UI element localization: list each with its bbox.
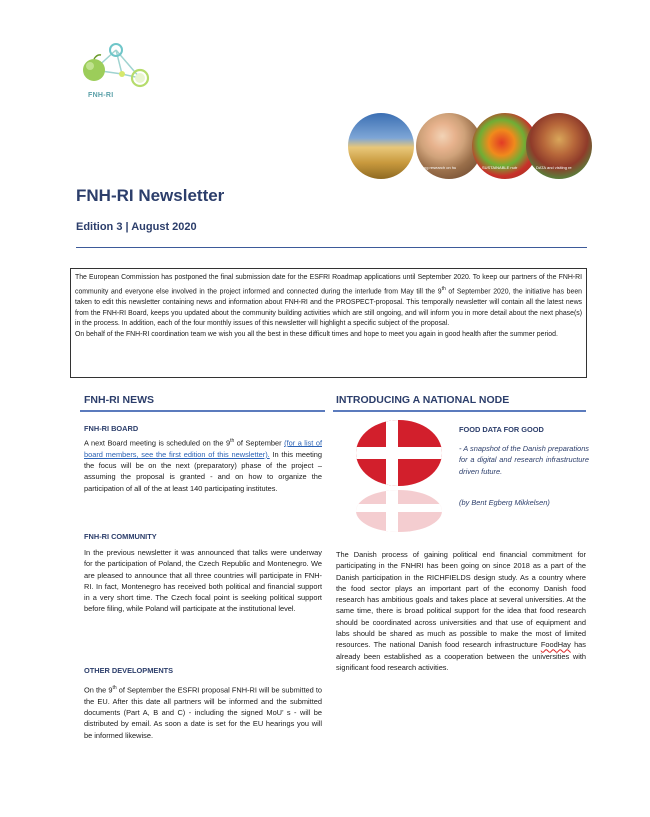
board-superscript: th xyxy=(230,438,235,444)
community-text: In the previous newsletter it was announced that talks were underway for the participation of Poland, the Czech Republic and Montenegro. We are pleased to announce that all three countries will participate in FNH-RI. In fact, Montenegro has received both political and financial support in a very short time. The Czech focal point is seeking political support before filing, while Poland will participate at the institutional level. xyxy=(84,548,322,614)
market-food-photo xyxy=(526,113,592,179)
wheat-field-photo xyxy=(348,113,414,179)
intro-superscript: th xyxy=(441,285,446,292)
board-text xyxy=(84,436,322,494)
page-title: FNH-RI Newsletter xyxy=(76,186,225,205)
intro-text-continued: of September 2020, the initiative has been taken to edit this newsletter containing news and information about FNH-RI and the PROSPECT-proposal. This temporally newsletter will contain all the latest news from the FNH-RI Board, keeps you updated about the community building activities which are still ongoing, and will inform you in more detail about the next phase(s) in the process. In addition, each of the four monthly issues of this newsletter will highlight a specific subject of the proposal. xyxy=(75,288,582,328)
header-divider xyxy=(76,247,587,248)
national-node-text xyxy=(336,549,586,673)
food-data-subtitle: - A snapshot of the Danish preparations for a digital and research infrastructure driven future. xyxy=(459,444,589,476)
national-node-text-part: The Danish process of gaining political end financial commitment for participating in the FNHRI has been going on since 2018 as a part of the Danish participation in the RICHFIELDS design study. As a country where the food sector plays an important part of the economy Danish food research has ambitious goals and takes place at several universities. At the same time, there is broad political support for the idea that food research should be coordinated across universities and that use of equipment and labs should be shared as much as possible to make the most of limited resources. The national Danish food research infrastructure xyxy=(336,550,586,650)
board-members-link[interactable]: (for a list of board members, see the first edition of this newsletter). xyxy=(84,438,322,459)
other-developments-text xyxy=(84,683,322,741)
photo-caption: ng research on hu xyxy=(424,165,457,170)
denmark-flag-icon xyxy=(356,420,442,486)
news-heading: FNH-RI NEWS xyxy=(84,394,154,406)
photo-caption: DATA and visiting re xyxy=(536,165,572,170)
board-text-part: A next Board meeting is scheduled on the 9 xyxy=(84,438,231,448)
other-text-part: of September the ESFRI proposal FNH-RI will be submitted to the EU. After this date all partners will be informed and the submitted documents (Part A, B and C) - including the signed MoU’ s - will be distributed by email. As soon a date is set for the EU hearings you will be informed likewise. xyxy=(84,685,322,740)
intro-box xyxy=(70,268,587,378)
author-byline: (by Bent Egberg Mikkelsen) xyxy=(459,498,550,507)
edition-label: Edition 3 | August 2020 xyxy=(76,221,197,233)
other-superscript: th xyxy=(112,685,117,691)
news-divider xyxy=(80,410,325,412)
board-text-part: In this meeting the focus will be on the next (preparatory) phase of the project – assuming the proposal is granted - and on how to organize the participation of all of the at least 140 participating institutes. xyxy=(84,449,323,493)
intro-text: The European Commission has postponed the final submission date for the ESFRI Roadmap applications until September 2020. To keep our partners of the FNH-RI community and everyone else involved in the project informed and connected during the interlude from May till the 9 xyxy=(75,274,582,296)
food-data-title: FOOD DATA FOR GOOD xyxy=(459,425,544,434)
community-title: FNH-RI COMMUNITY xyxy=(84,532,157,541)
national-node-heading: INTRODUCING A NATIONAL NODE xyxy=(336,394,510,406)
board-text-part: of September xyxy=(234,438,285,448)
other-text-part: On the 9 xyxy=(84,685,113,695)
photo-caption: SUSTAINABLE nutr xyxy=(482,165,518,170)
foodhay-word: FoodHay xyxy=(540,640,571,650)
logo-text: FNH-RI xyxy=(88,92,114,99)
board-title: FNH-RI BOARD xyxy=(84,424,139,433)
national-node-divider xyxy=(333,410,586,412)
other-developments-title: OTHER DEVELOPMENTS xyxy=(84,666,174,675)
intro-closing: On behalf of the FNH-RI coordination team we wish you all the best in these difficult times and hope to meet you again in good health after the summer period. xyxy=(75,331,558,339)
flag-reflection xyxy=(356,490,442,532)
national-node-text-part: has already been established as a cooperation between the universities with significant food research activities. xyxy=(336,640,586,672)
